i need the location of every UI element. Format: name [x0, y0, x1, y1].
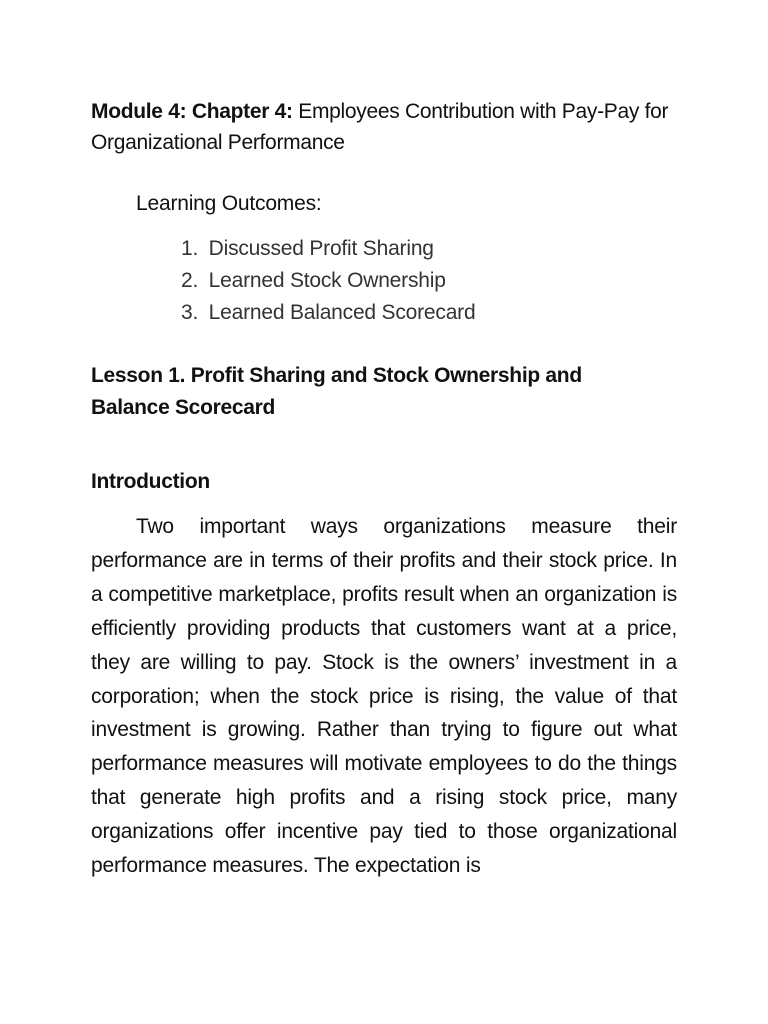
outcome-number: 3. — [181, 301, 199, 324]
learning-outcome-item — [181, 297, 475, 329]
outcome-number: 1. — [181, 237, 199, 260]
learning-outcome-item — [181, 265, 475, 297]
module-chapter-label: Module 4: Chapter 4: — [91, 100, 293, 123]
outcome-text: Discussed Profit Sharing — [208, 237, 434, 260]
chapter-title: Employees Contribution with Pay-Pay for Organizational Performance — [91, 100, 669, 154]
learning-outcome-item — [181, 233, 475, 265]
learning-outcomes-heading: Learning Outcomes: — [136, 192, 322, 215]
introduction-paragraph: Two important ways organizations measure their performance are in terms of their profits and their stock price. In a competitive marketplace, profits result when an organization is efficiently providing products that customers want at a price, they are willing to pay. Stock is the owners’ investment in a corporation; when the stock price is rising, the value of that investment is growing. Rather than trying to figure out what performance measures will motivate employees to do the things that generate high profits and a rising stock price, many organizations offer incentive pay tied to those organizational performance measures. The expectation is — [91, 515, 677, 878]
introduction-heading: Introduction — [91, 470, 210, 493]
outcome-number: 2. — [181, 269, 199, 292]
module-title — [91, 96, 691, 158]
learning-outcomes-list — [181, 233, 475, 329]
lesson-heading: Lesson 1. Profit Sharing and Stock Ownership and Balance Scorecard — [91, 364, 582, 419]
outcome-text: Learned Balanced Scorecard — [208, 301, 476, 324]
outcome-text: Learned Stock Ownership — [208, 269, 446, 292]
